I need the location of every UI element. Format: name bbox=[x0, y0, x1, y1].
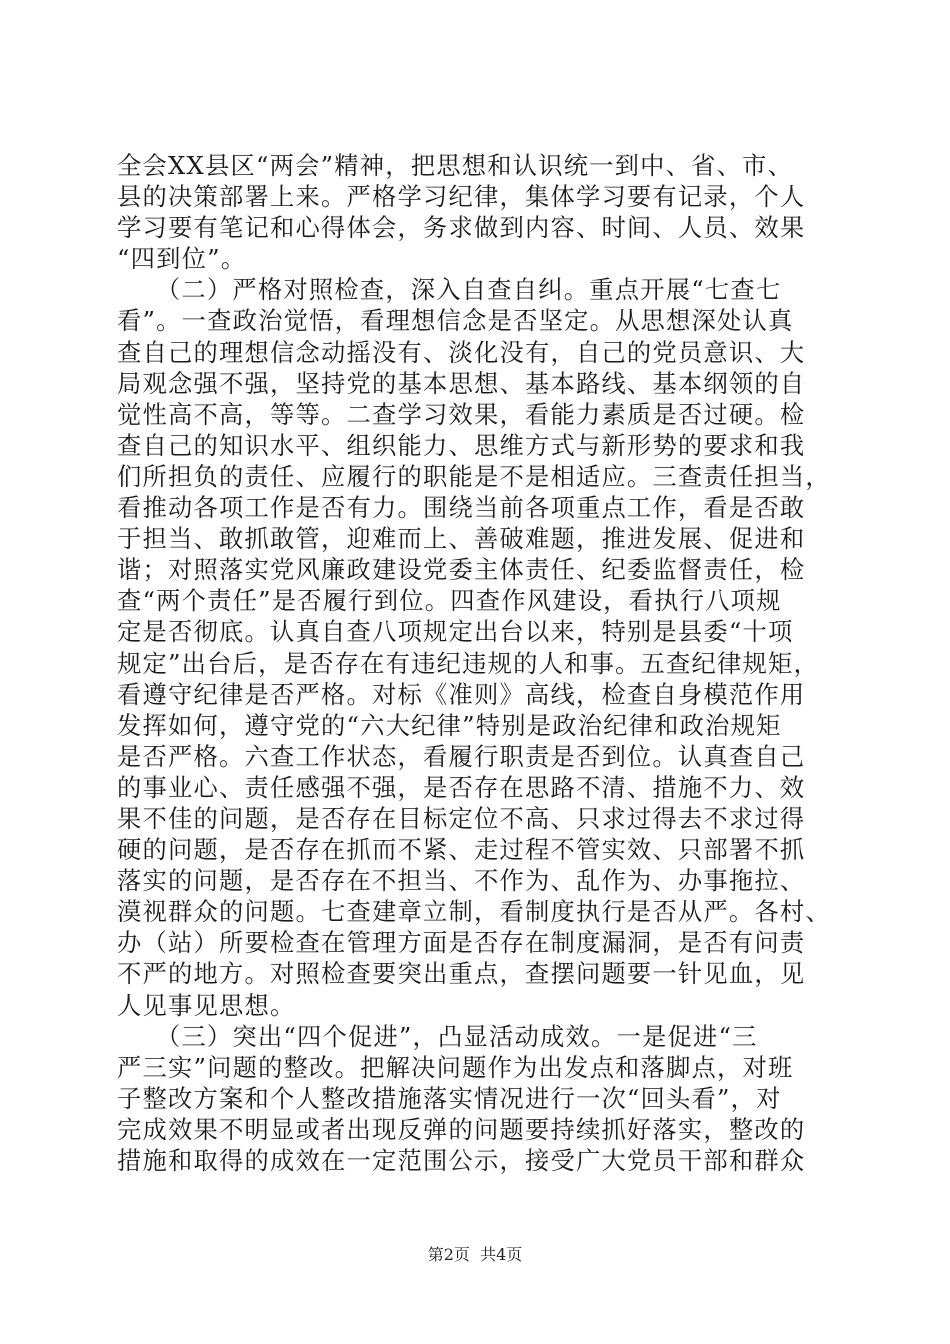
text-line: 硬的问题，是否存在抓而不紧、走过程不管实效、只部署不抓 bbox=[117, 835, 806, 865]
page-footer bbox=[0, 1245, 950, 1265]
text-line: 措施和取得的成效在一定范围公示，接受广大党员干部和群众 bbox=[117, 1146, 806, 1175]
text-line: 看推动各项工作是否有力。围绕当前各项重点工作，看是否敢 bbox=[117, 493, 806, 523]
text-line: 于担当、敢抓敢管，迎难而上、善破难题，推进发展、促进和 bbox=[117, 524, 806, 554]
text-line: 漠视群众的问题。七查建章立制，看制度执行是否从严。各村、 bbox=[117, 897, 831, 927]
document-body bbox=[117, 150, 837, 1176]
text-line: 严三实”问题的整改。把解决问题作为出发点和落脚点，对班 bbox=[117, 1052, 794, 1082]
text-line: 查自己的理想信念动摇没有、淡化没有，自己的党员意识、大 bbox=[117, 337, 806, 367]
text-line: 全会XX县区“两会”精神，把思想和认识统一到中、省、市、 bbox=[117, 151, 794, 180]
page-number: 第2页 共4页 bbox=[427, 1245, 523, 1264]
text-line: 办（站）所要检查在管理方面是否存在制度漏洞，是否有问责 bbox=[117, 928, 806, 958]
text-line: 看遵守纪律是否严格。对标《准则》高线，检查自身模范作用 bbox=[117, 679, 806, 709]
text-line: 完成效果不明显或者出现反弹的问题要持续抓好落实，整改的 bbox=[117, 1114, 806, 1144]
text-line: 不严的地方。对照检查要突出重点，查摆问题要一针见血，见 bbox=[117, 959, 806, 989]
text-line: 人见事见思想。 bbox=[117, 990, 296, 1020]
text-line: 看”。一查政治觉悟，看理想信念是否坚定。从思想深处认真 bbox=[117, 306, 794, 336]
text-line: 查“两个责任”是否履行到位。四查作风建设，看执行八项规 bbox=[117, 586, 782, 616]
text-line: 规定”出台后，是否存在有违纪违规的人和事。五查纪律规矩， bbox=[117, 648, 820, 678]
text-line: 是否严格。六查工作状态，看履行职责是否到位。认真查自己 bbox=[117, 741, 806, 771]
text-line: 局观念强不强，坚持党的基本思想、基本路线、基本纲领的自 bbox=[117, 368, 806, 398]
text-line: 学习要有笔记和心得体会，务求做到内容、时间、人员、效果 bbox=[117, 213, 806, 243]
text-line: 县的决策部署上来。严格学习纪律，集体学习要有记录，个人 bbox=[117, 182, 806, 212]
text-line: 子整改方案和个人整改措施落实情况进行一次“回头看”，对 bbox=[117, 1083, 782, 1113]
text-line: 觉性高不高，等等。二查学习效果，看能力素质是否过硬。检 bbox=[117, 399, 806, 429]
text-line: 查自己的知识水平、组织能力、思维方式与新形势的要求和我 bbox=[117, 430, 806, 460]
text-line: “四到位”。 bbox=[117, 244, 247, 274]
text-line: （二）严格对照检查，深入自查自纠。重点开展“七查七 bbox=[117, 275, 782, 305]
text-line: 谐；对照落实党风廉政建设党委主体责任、纪委监督责任，检 bbox=[117, 555, 806, 585]
text-line: 发挥如何，遵守党的“六大纪律”特别是政治纪律和政治规矩 bbox=[117, 710, 782, 740]
text-line: 落实的问题，是否存在不担当、不作为、乱作为、办事拖拉、 bbox=[117, 866, 806, 896]
text-line: （三）突出“四个促进”，凸显活动成效。一是促进“三 bbox=[117, 1021, 758, 1051]
text-line: 定是否彻底。认真自查八项规定出台以来，特别是县委“十项 bbox=[117, 617, 794, 647]
text-line: 们所担负的责任、应履行的职能是不是相适应。三查责任担当， bbox=[117, 461, 831, 491]
text-line: 的事业心、责任感强不强，是否存在思路不清、措施不力、效 bbox=[117, 772, 806, 802]
text-line: 果不佳的问题，是否存在目标定位不高、只求过得去不求过得 bbox=[117, 803, 806, 833]
